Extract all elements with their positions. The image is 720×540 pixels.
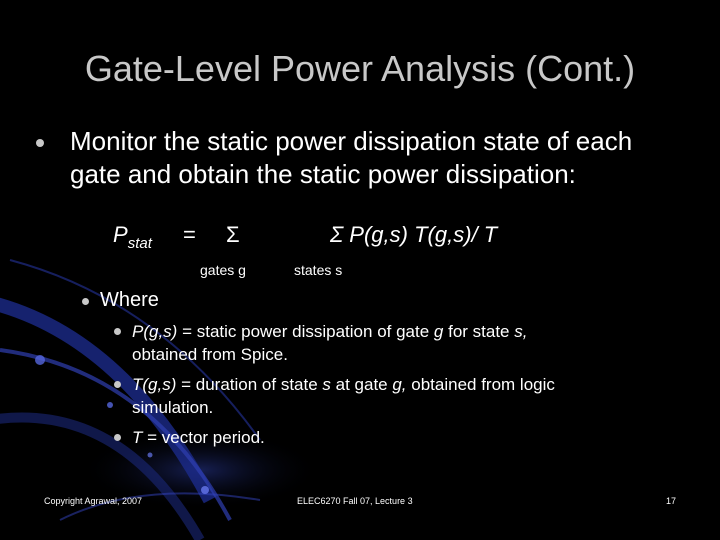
where-item-1-var-a: g xyxy=(433,322,444,341)
where-item-2-text-b: at gate xyxy=(330,375,393,394)
where-item-2-text-a: = duration of state xyxy=(176,375,323,394)
bullet-text-line2: gate and obtain the static power dissipation: xyxy=(70,159,576,189)
bullet-dot xyxy=(36,139,44,147)
equation-sum-gates: Σ xyxy=(226,222,240,247)
bullet-dot xyxy=(82,298,89,305)
where-item-1-line1 xyxy=(132,320,527,343)
equation-lhs-subscript: stat xyxy=(127,235,152,252)
where-item-1-var-b: s, xyxy=(514,322,528,341)
footer-course: ELEC6270 Fall 07, Lecture 3 xyxy=(297,496,413,506)
where-label: Where xyxy=(100,289,159,311)
equation-lhs-symbol: P xyxy=(113,222,128,247)
bullet-text-line1: Monitor the static power dissipation state of each xyxy=(70,126,633,156)
equation-sum-gates-index: gates g xyxy=(200,262,246,278)
where-item-1-line2: obtained from Spice. xyxy=(132,345,288,364)
where-item-3-text-a: = vector period. xyxy=(142,428,265,447)
where-item-2-line1 xyxy=(132,373,555,396)
footer-page-number: 17 xyxy=(666,496,677,506)
where-item-2-var-b: g, xyxy=(392,375,407,394)
equation-sum-states-term: Σ P(g,s) T(g,s)/ T xyxy=(330,222,498,247)
where-item-1-text-a: = static power dissipation of gate xyxy=(177,322,434,341)
where-item-2-term: T(g,s) xyxy=(132,375,177,394)
where-item-3-term: T xyxy=(132,428,143,447)
footer-copyright: Copyright Agrawal, 2007 xyxy=(44,496,143,506)
where-item-1-term: P(g,s) xyxy=(132,322,178,341)
bullet-dot xyxy=(114,381,121,388)
equation-equals: = xyxy=(183,222,196,247)
where-item-1-text-b: for state xyxy=(443,322,515,341)
bullet-dot xyxy=(114,434,121,441)
slide-title: Gate-Level Power Analysis (Cont.) xyxy=(84,48,636,89)
equation-sum-states-index: states s xyxy=(294,262,343,278)
equation-lhs xyxy=(113,222,152,252)
bullet-dot xyxy=(114,328,121,335)
where-item-3-line1 xyxy=(132,426,265,449)
where-item-2-var-a: s xyxy=(322,375,331,394)
where-item-2-text-c: obtained from logic xyxy=(406,375,555,394)
where-item-2-line2: simulation. xyxy=(132,398,214,417)
